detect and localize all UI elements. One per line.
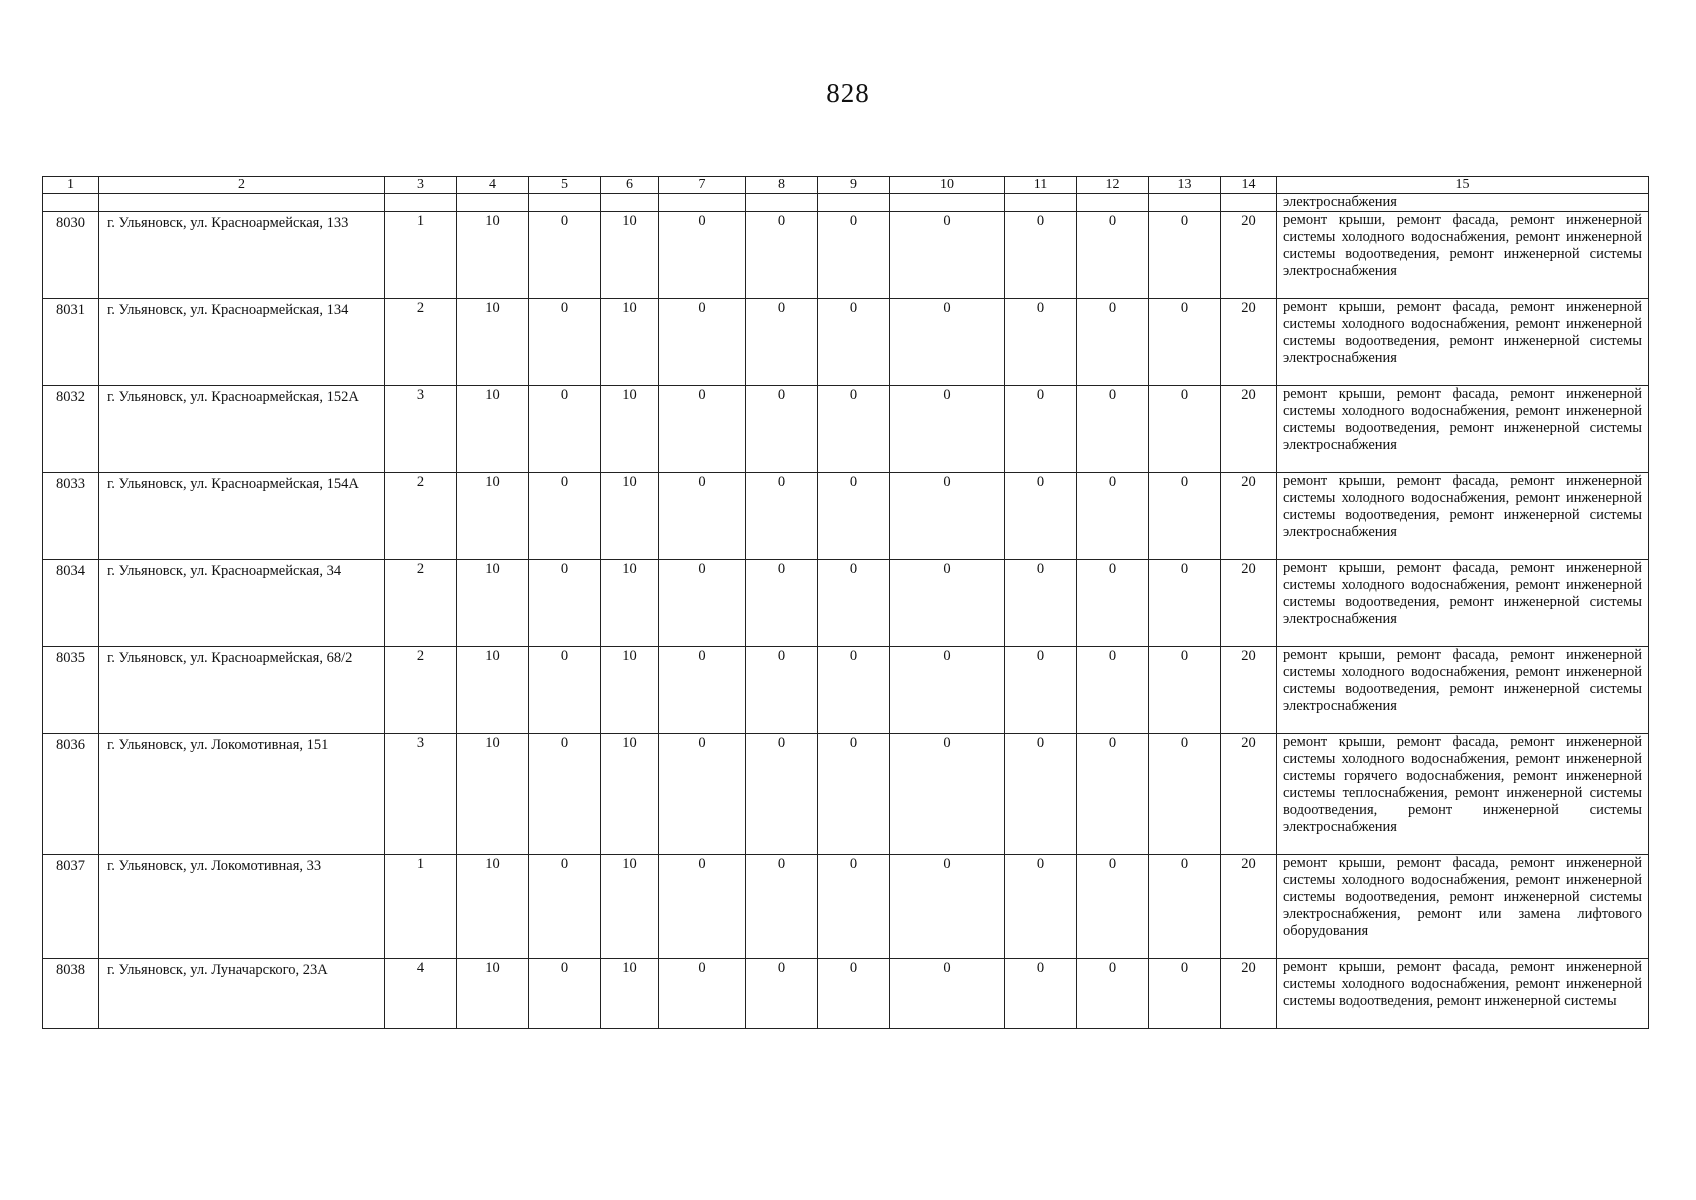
row-number: 8031: [43, 299, 99, 386]
cell-col-5: 0: [529, 299, 601, 386]
table-row: [43, 647, 1649, 734]
table-row: [43, 560, 1649, 647]
cell-col-5: 0: [529, 386, 601, 473]
cell-col-6: 10: [601, 647, 659, 734]
cell-col-4: 10: [457, 959, 529, 1029]
cell-col-10: 0: [890, 560, 1005, 647]
carryover-text: электроснабжения: [1277, 194, 1649, 212]
cell-col-5: 0: [529, 473, 601, 560]
table-row: [43, 959, 1649, 1029]
row-number: 8038: [43, 959, 99, 1029]
cell-col-3: 3: [385, 386, 457, 473]
cell-col-9: 0: [818, 647, 890, 734]
cell-col-8: 0: [746, 647, 818, 734]
cell-col-4: 10: [457, 212, 529, 299]
table-row: [43, 299, 1649, 386]
row-number: 8036: [43, 734, 99, 855]
cell-col-8: 0: [746, 734, 818, 855]
cell-col-11: 0: [1005, 299, 1077, 386]
column-header: 7: [659, 177, 746, 194]
works-description: ремонт крыши, ремонт фасада, ремонт инженерной системы холодного водоснабжения, ремонт инженерной системы водоотведения, ремонт инженерной системы электроснабжения: [1277, 560, 1649, 647]
cell-col-10: 0: [890, 299, 1005, 386]
column-header: 14: [1221, 177, 1277, 194]
row-number: 8037: [43, 855, 99, 959]
cell-col-6: 10: [601, 959, 659, 1029]
table-row: [43, 386, 1649, 473]
address-cell: г. Ульяновск, ул. Красноармейская, 34: [99, 560, 385, 647]
cell-col-14: 20: [1221, 560, 1277, 647]
address-cell: г. Ульяновск, ул. Локомотивная, 151: [99, 734, 385, 855]
cell-col-4: 10: [457, 734, 529, 855]
cell-col-10: 0: [890, 959, 1005, 1029]
cell-col-5: 0: [529, 959, 601, 1029]
cell-col-6: 10: [601, 560, 659, 647]
cell-col-5: 0: [529, 212, 601, 299]
table-row: [43, 855, 1649, 959]
cell-col-7: 0: [659, 855, 746, 959]
cell-col-3: 1: [385, 855, 457, 959]
cell-col-12: 0: [1077, 212, 1149, 299]
cell-col-13: 0: [1149, 560, 1221, 647]
cell-col-7: 0: [659, 299, 746, 386]
cell-col-14: 20: [1221, 734, 1277, 855]
cell-col-8: 0: [746, 212, 818, 299]
column-header: 6: [601, 177, 659, 194]
cell-col-11: 0: [1005, 647, 1077, 734]
address-cell: г. Ульяновск, ул. Локомотивная, 33: [99, 855, 385, 959]
column-header: 3: [385, 177, 457, 194]
address-cell: г. Ульяновск, ул. Красноармейская, 154А: [99, 473, 385, 560]
cell-col-5: 0: [529, 855, 601, 959]
table-row: [43, 734, 1649, 855]
cell-col-7: 0: [659, 386, 746, 473]
cell-col-11: 0: [1005, 386, 1077, 473]
column-header: 15: [1277, 177, 1649, 194]
cell-col-9: 0: [818, 473, 890, 560]
cell-col-9: 0: [818, 959, 890, 1029]
cell-col-9: 0: [818, 734, 890, 855]
cell-col-10: 0: [890, 212, 1005, 299]
cell-col-14: 20: [1221, 647, 1277, 734]
works-description: ремонт крыши, ремонт фасада, ремонт инженерной системы холодного водоснабжения, ремонт инженерной системы водоотведения, ремонт инженерной системы электроснабжения: [1277, 386, 1649, 473]
cell-col-6: 10: [601, 212, 659, 299]
cell-col-8: 0: [746, 560, 818, 647]
row-number: 8030: [43, 212, 99, 299]
cell-col-5: 0: [529, 647, 601, 734]
cell-col-3: 2: [385, 647, 457, 734]
cell-col-4: 10: [457, 299, 529, 386]
cell-col-11: 0: [1005, 734, 1077, 855]
cell-col-10: 0: [890, 734, 1005, 855]
cell-col-12: 0: [1077, 855, 1149, 959]
cell-col-10: 0: [890, 855, 1005, 959]
cell-col-8: 0: [746, 473, 818, 560]
cell-col-4: 10: [457, 386, 529, 473]
cell-col-3: 3: [385, 734, 457, 855]
cell-col-5: 0: [529, 734, 601, 855]
cell-col-12: 0: [1077, 734, 1149, 855]
header-row: [43, 177, 1649, 194]
cell-col-13: 0: [1149, 855, 1221, 959]
cell-col-3: 2: [385, 299, 457, 386]
cell-col-10: 0: [890, 473, 1005, 560]
cell-col-8: 0: [746, 959, 818, 1029]
cell-col-12: 0: [1077, 473, 1149, 560]
cell-col-7: 0: [659, 647, 746, 734]
cell-col-7: 0: [659, 212, 746, 299]
cell-col-10: 0: [890, 647, 1005, 734]
cell-col-3: 4: [385, 959, 457, 1029]
address-cell: г. Ульяновск, ул. Красноармейская, 152А: [99, 386, 385, 473]
cell-col-13: 0: [1149, 299, 1221, 386]
row-number: 8032: [43, 386, 99, 473]
cell-col-4: 10: [457, 560, 529, 647]
cell-col-13: 0: [1149, 734, 1221, 855]
address-cell: г. Ульяновск, ул. Красноармейская, 133: [99, 212, 385, 299]
cell-col-6: 10: [601, 299, 659, 386]
cell-col-13: 0: [1149, 386, 1221, 473]
cell-col-6: 10: [601, 734, 659, 855]
address-cell: г. Ульяновск, ул. Луначарского, 23А: [99, 959, 385, 1029]
cell-col-11: 0: [1005, 473, 1077, 560]
address-cell: г. Ульяновск, ул. Красноармейская, 134: [99, 299, 385, 386]
works-description: ремонт крыши, ремонт фасада, ремонт инженерной системы холодного водоснабжения, ремонт инженерной системы водоотведения, ремонт инженерной системы электроснабжения: [1277, 647, 1649, 734]
works-description: ремонт крыши, ремонт фасада, ремонт инженерной системы холодного водоснабжения, ремонт инженерной системы водоотведения, ремонт инженерной системы электроснабжения: [1277, 212, 1649, 299]
cell-col-12: 0: [1077, 647, 1149, 734]
cell-col-11: 0: [1005, 212, 1077, 299]
cell-col-7: 0: [659, 959, 746, 1029]
cell-col-9: 0: [818, 855, 890, 959]
cell-col-4: 10: [457, 647, 529, 734]
cell-col-7: 0: [659, 734, 746, 855]
table-row: [43, 212, 1649, 299]
column-header: 9: [818, 177, 890, 194]
cell-col-14: 20: [1221, 299, 1277, 386]
works-description: ремонт крыши, ремонт фасада, ремонт инженерной системы холодного водоснабжения, ремонт инженерной системы горячего водоснабжения, ремонт инженерной системы теплоснабжения, ремонт инженерной системы водоотведения, ремонт инженерной системы электроснабжения: [1277, 734, 1649, 855]
cell-col-8: 0: [746, 386, 818, 473]
cell-col-3: 2: [385, 473, 457, 560]
cell-col-9: 0: [818, 299, 890, 386]
cell-col-14: 20: [1221, 473, 1277, 560]
cell-col-7: 0: [659, 560, 746, 647]
cell-col-9: 0: [818, 560, 890, 647]
row-number: 8035: [43, 647, 99, 734]
works-description: ремонт крыши, ремонт фасада, ремонт инженерной системы холодного водоснабжения, ремонт инженерной системы водоотведения, ремонт инженерной системы электроснабжения: [1277, 473, 1649, 560]
cell-col-12: 0: [1077, 959, 1149, 1029]
cell-col-14: 20: [1221, 855, 1277, 959]
cell-col-11: 0: [1005, 855, 1077, 959]
cell-col-10: 0: [890, 386, 1005, 473]
page-number: 828: [826, 78, 870, 108]
works-table: [42, 176, 1649, 1029]
cell-col-13: 0: [1149, 473, 1221, 560]
cell-col-3: 2: [385, 560, 457, 647]
row-number: 8033: [43, 473, 99, 560]
cell-col-6: 10: [601, 473, 659, 560]
column-header: 4: [457, 177, 529, 194]
cell-col-13: 0: [1149, 959, 1221, 1029]
cell-col-14: 20: [1221, 386, 1277, 473]
cell-col-4: 10: [457, 855, 529, 959]
cell-col-9: 0: [818, 386, 890, 473]
column-header: 8: [746, 177, 818, 194]
works-description: ремонт крыши, ремонт фасада, ремонт инженерной системы холодного водоснабжения, ремонт инженерной системы водоотведения, ремонт инженерной системы: [1277, 959, 1649, 1029]
column-header: 2: [99, 177, 385, 194]
column-header: 10: [890, 177, 1005, 194]
column-header: 11: [1005, 177, 1077, 194]
works-description: ремонт крыши, ремонт фасада, ремонт инженерной системы холодного водоснабжения, ремонт инженерной системы водоотведения, ремонт инженерной системы электроснабжения: [1277, 299, 1649, 386]
cell-col-3: 1: [385, 212, 457, 299]
table-row: [43, 473, 1649, 560]
cell-col-12: 0: [1077, 386, 1149, 473]
cell-col-12: 0: [1077, 299, 1149, 386]
cell-col-5: 0: [529, 560, 601, 647]
carryover-row: [43, 194, 1649, 212]
cell-col-11: 0: [1005, 560, 1077, 647]
column-header: 12: [1077, 177, 1149, 194]
cell-col-13: 0: [1149, 647, 1221, 734]
cell-col-6: 10: [601, 386, 659, 473]
cell-col-8: 0: [746, 299, 818, 386]
cell-col-7: 0: [659, 473, 746, 560]
cell-col-4: 10: [457, 473, 529, 560]
column-header: 13: [1149, 177, 1221, 194]
cell-col-12: 0: [1077, 560, 1149, 647]
cell-col-11: 0: [1005, 959, 1077, 1029]
cell-col-14: 20: [1221, 959, 1277, 1029]
column-header: 5: [529, 177, 601, 194]
cell-col-13: 0: [1149, 212, 1221, 299]
cell-col-9: 0: [818, 212, 890, 299]
cell-col-14: 20: [1221, 212, 1277, 299]
row-number: 8034: [43, 560, 99, 647]
works-description: ремонт крыши, ремонт фасада, ремонт инженерной системы холодного водоснабжения, ремонт инженерной системы водоотведения, ремонт инженерной системы электроснабжения, ремонт или замена лифтового оборудования: [1277, 855, 1649, 959]
address-cell: г. Ульяновск, ул. Красноармейская, 68/2: [99, 647, 385, 734]
cell-col-6: 10: [601, 855, 659, 959]
column-header: 1: [43, 177, 99, 194]
cell-col-8: 0: [746, 855, 818, 959]
